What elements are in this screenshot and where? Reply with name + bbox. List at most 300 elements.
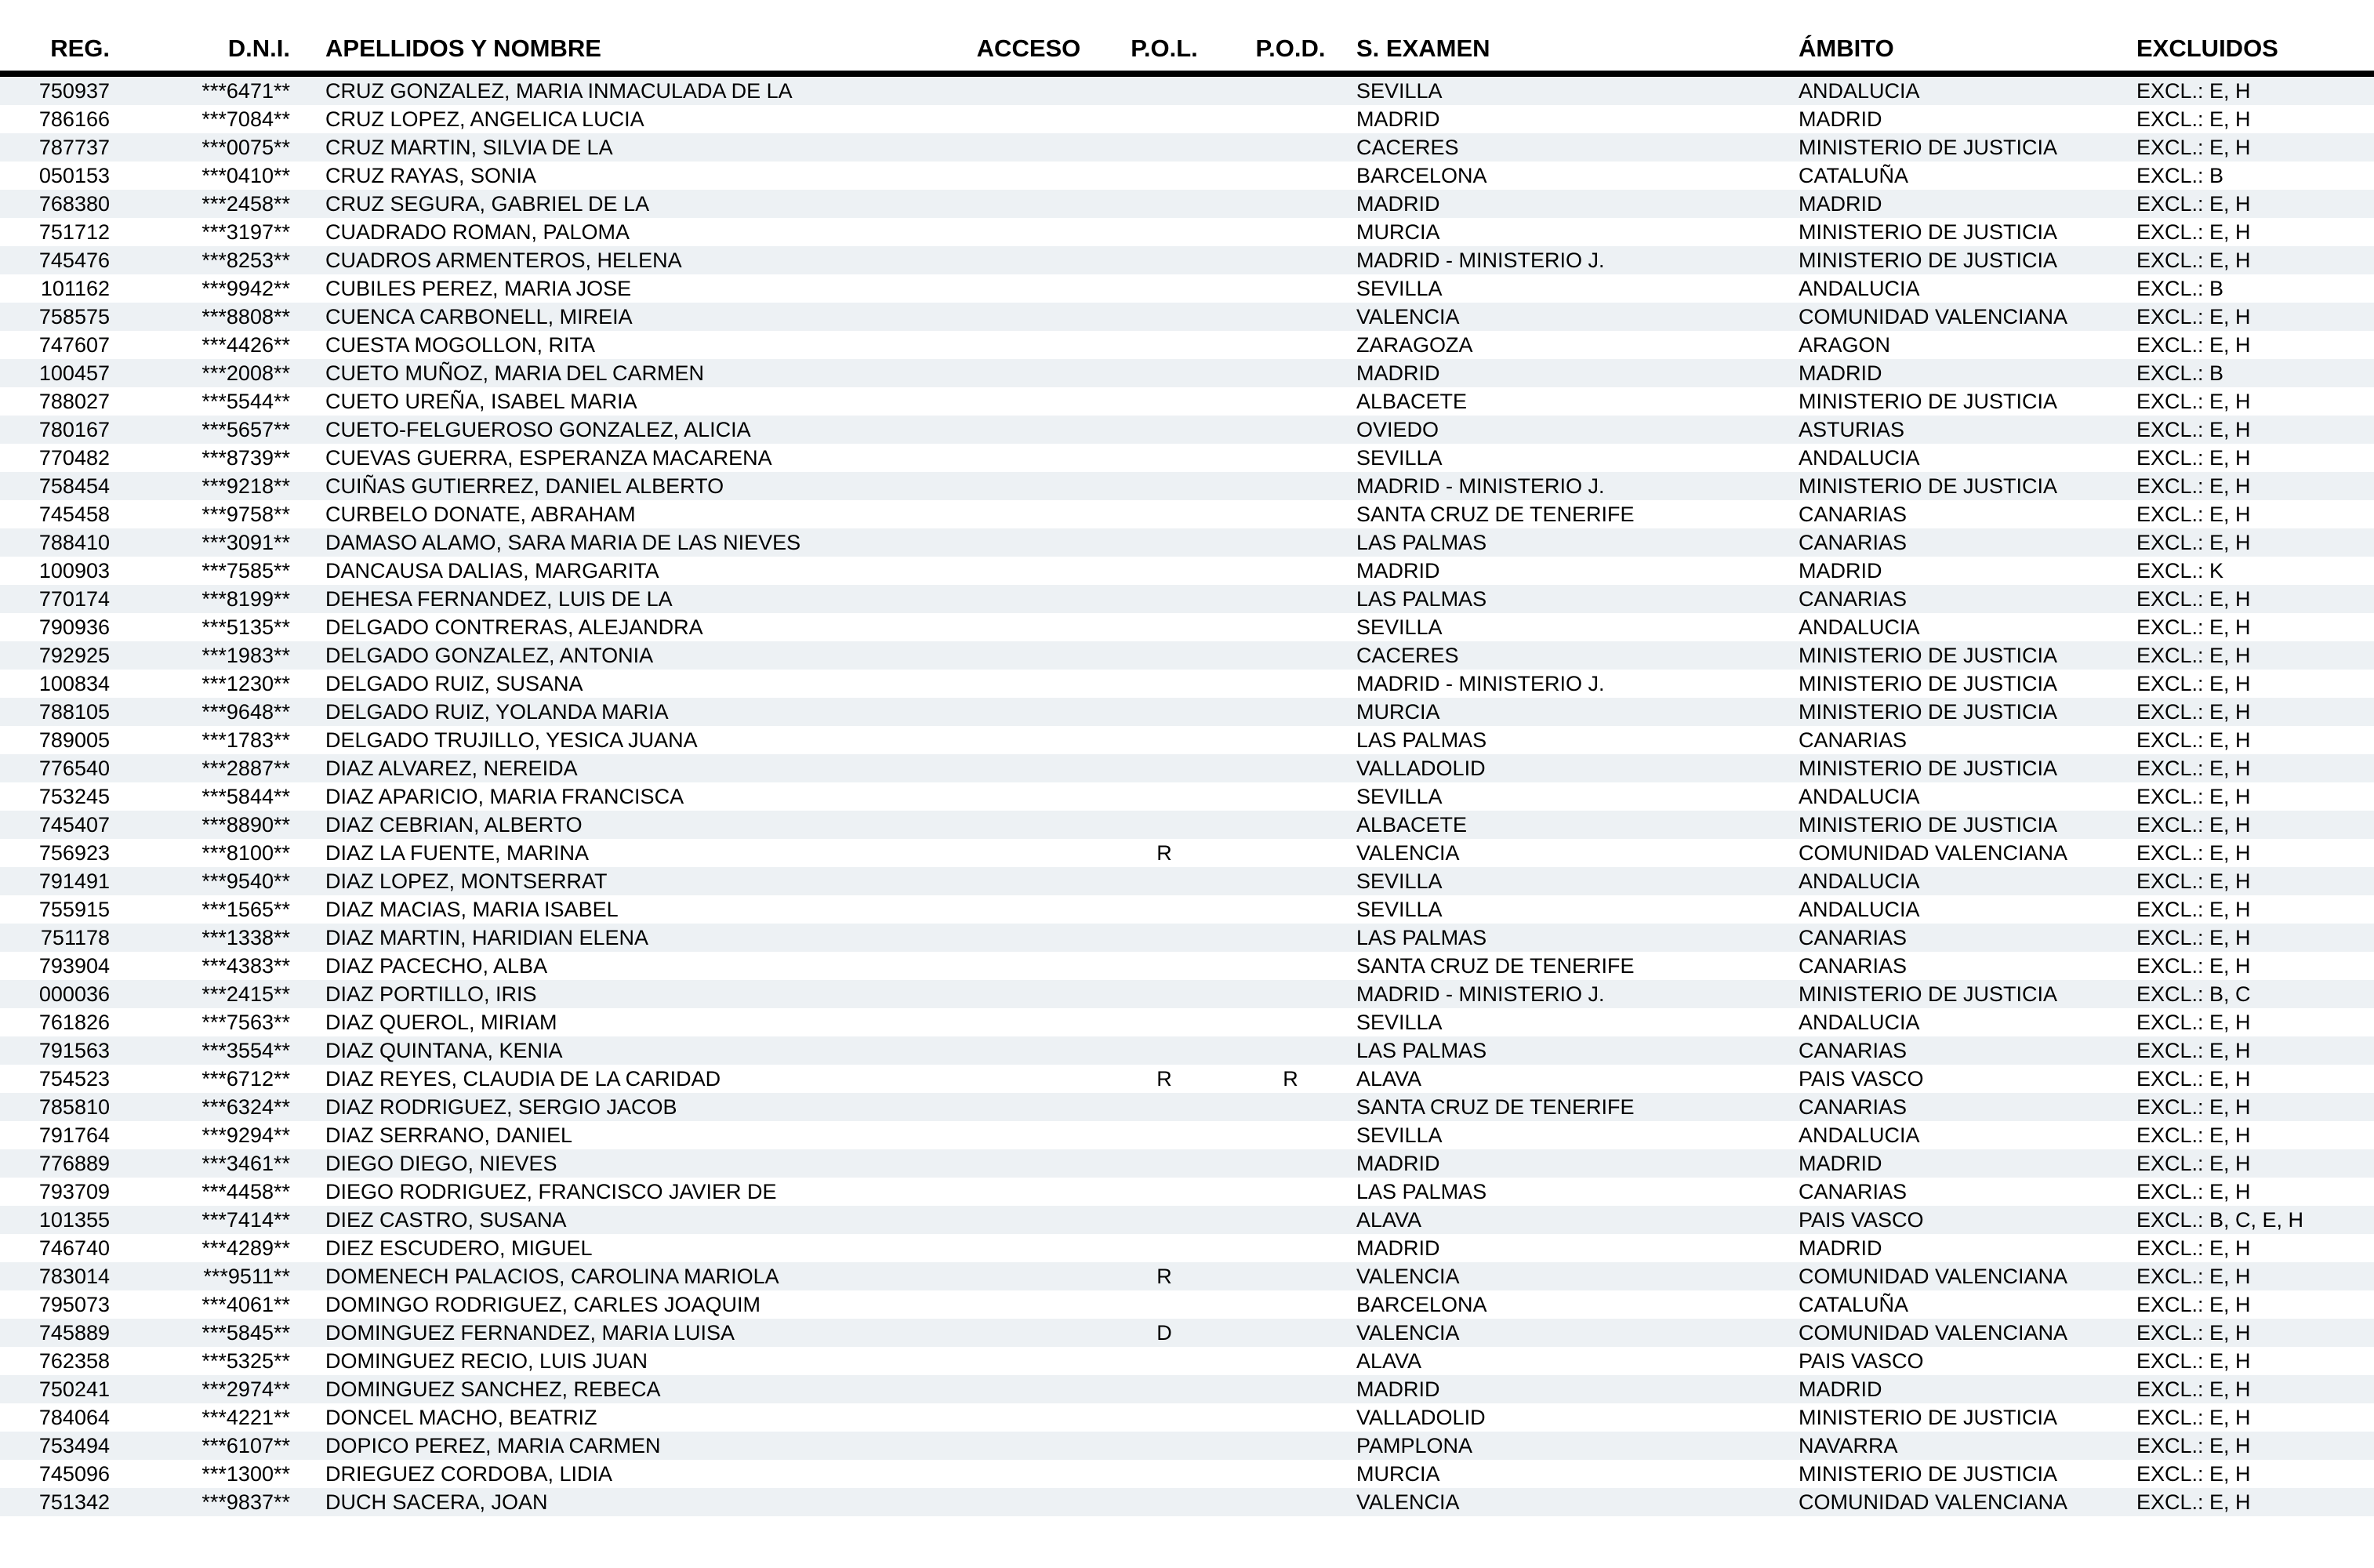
cell-acceso [964,74,1093,105]
cell-acceso [964,528,1093,557]
cell-ambito: CANARIAS [1799,926,1908,949]
cell-pod [1236,246,1345,274]
cell-excluidos: EXCL.: E, H [2136,1462,2251,1486]
cell-pod [1236,387,1345,416]
cell-reg: 762358 [38,1349,110,1373]
table-row [0,613,2374,641]
cell-name: DOMENECH PALACIOS, CAROLINA MARIOLA [325,1265,779,1288]
cell-reg: 050153 [38,164,110,187]
table-row [0,698,2374,726]
cell-pol [1093,472,1236,500]
column-header-name: APELLIDOS Y NOMBRE [290,0,964,74]
cell-excluidos: EXCL.: B [2136,164,2224,187]
cell-reg: 746740 [38,1236,110,1260]
cell-pol [1093,444,1236,472]
cell-pol [1093,1488,1236,1516]
cell-name: CUADROS ARMENTEROS, HELENA [325,249,682,272]
cell-reg: 761826 [38,1011,110,1034]
table-row [0,585,2374,613]
table-row [0,500,2374,528]
cell-ambito: CANARIAS [1799,531,1908,554]
cell-excluidos: EXCL.: E, H [2136,192,2251,216]
cell-pod [1236,670,1345,698]
cell-examen: BARCELONA [1356,1293,1487,1316]
cell-examen: ALAVA [1356,1067,1422,1091]
cell-examen: MADRID - MINISTERIO J. [1356,249,1605,272]
cell-acceso [964,387,1093,416]
header-row [0,0,2374,74]
cell-pol [1093,1375,1236,1403]
cell-name: CUETO UREÑA, ISABEL MARIA [325,390,637,413]
cell-pol [1093,133,1236,162]
table-row [0,895,2374,924]
cell-acceso [964,782,1093,811]
cell-pod [1236,839,1345,867]
cell-name: CRUZ GONZALEZ, MARIA INMACULADA DE LA [325,79,793,103]
cell-pol [1093,557,1236,585]
table-row [0,1008,2374,1036]
cell-pol [1093,500,1236,528]
cell-name: DIAZ MACIAS, MARIA ISABEL [325,898,619,921]
cell-dni: ***2458** [201,192,290,216]
cell-examen: LAS PALMAS [1356,1180,1487,1203]
cell-examen: VALENCIA [1356,305,1460,328]
cell-name: DAMASO ALAMO, SARA MARIA DE LAS NIEVES [325,531,801,554]
table-row [0,1488,2374,1516]
cell-dni: ***9648** [201,700,290,724]
cell-reg: 793709 [38,1180,110,1203]
cell-name: DIAZ PORTILLO, IRIS [325,982,537,1006]
cell-ambito: MADRID [1799,1377,1882,1401]
cell-excluidos: EXCL.: E, H [2136,1067,2251,1091]
column-header-dni: D.N.I. [110,0,290,74]
table-row [0,416,2374,444]
cell-reg: 751342 [38,1490,110,1514]
cell-name: DIAZ QUEROL, MIRIAM [325,1011,557,1034]
cell-excluidos: EXCL.: E, H [2136,1434,2251,1457]
cell-reg: 758575 [38,305,110,328]
cell-dni: ***3554** [201,1039,290,1062]
cell-pod [1236,1149,1345,1178]
cell-excluidos: EXCL.: E, H [2136,587,2251,611]
cell-examen: VALENCIA [1356,1265,1460,1288]
cell-ambito: PAIS VASCO [1799,1067,1924,1091]
cell-pod [1236,811,1345,839]
cell-excluidos: EXCL.: B, C [2136,982,2251,1006]
cell-name: CUADRADO ROMAN, PALOMA [325,220,630,244]
table-row [0,387,2374,416]
cell-pod [1236,585,1345,613]
cell-examen: OVIEDO [1356,418,1439,441]
cell-ambito: ANDALUCIA [1799,79,1920,103]
cell-dni: ***0410** [201,164,290,187]
cell-pol [1093,670,1236,698]
table-row [0,1206,2374,1234]
cell-name: CRUZ RAYAS, SONIA [325,164,537,187]
cell-acceso [964,613,1093,641]
table-row [0,105,2374,133]
cell-name: DIAZ REYES, CLAUDIA DE LA CARIDAD [325,1067,721,1091]
cell-pol [1093,218,1236,246]
cell-dni: ***5845** [201,1321,290,1345]
cell-ambito: MINISTERIO DE JUSTICIA [1799,672,2058,695]
cell-ambito: ANDALUCIA [1799,446,1920,470]
cell-ambito: MINISTERIO DE JUSTICIA [1799,813,2058,837]
cell-acceso [964,1460,1093,1488]
table-row [0,190,2374,218]
table-row [0,782,2374,811]
cell-reg: 756923 [38,841,110,865]
cell-excluidos: EXCL.: E, H [2136,1377,2251,1401]
cell-dni: ***4289** [201,1236,290,1260]
cell-pod [1236,1036,1345,1065]
cell-dni: ***8808** [201,305,290,328]
cell-ambito: MINISTERIO DE JUSTICIA [1799,1462,2058,1486]
cell-dni: ***6107** [201,1434,290,1457]
cell-examen: LAS PALMAS [1356,728,1487,752]
cell-pol [1093,387,1236,416]
cell-pod [1236,500,1345,528]
cell-pol [1093,1121,1236,1149]
table-row [0,1065,2374,1093]
cell-acceso [964,980,1093,1008]
cell-acceso [964,500,1093,528]
cell-name: DIAZ LA FUENTE, MARINA [325,841,590,865]
cell-pod [1236,613,1345,641]
cell-excluidos: EXCL.: B, C, E, H [2136,1208,2304,1232]
cell-excluidos: EXCL.: E, H [2136,1406,2251,1429]
cell-reg: 791764 [38,1123,110,1147]
cell-ambito: MADRID [1799,1236,1882,1260]
cell-pol [1093,1008,1236,1036]
cell-pol [1093,895,1236,924]
cell-pol [1093,1432,1236,1460]
cell-dni: ***4061** [201,1293,290,1316]
cell-examen: CACERES [1356,644,1459,667]
cell-name: DRIEGUEZ CORDOBA, LIDIA [325,1462,613,1486]
table-row [0,1234,2374,1262]
cell-reg: 788410 [38,531,110,554]
cell-pod [1236,1262,1345,1290]
cell-ambito: MINISTERIO DE JUSTICIA [1799,390,2058,413]
cell-pol [1093,331,1236,359]
cell-name: DIAZ PACECHO, ALBA [325,954,548,978]
table-row [0,1178,2374,1206]
cell-pod [1236,303,1345,331]
cell-pod [1236,698,1345,726]
cell-name: DIEGO RODRIGUEZ, FRANCISCO JAVIER DE [325,1180,777,1203]
table-row [0,1319,2374,1347]
cell-excluidos: EXCL.: E, H [2136,333,2251,357]
cell-excluidos: EXCL.: E, H [2136,898,2251,921]
cell-ambito: CANARIAS [1799,728,1908,752]
table-row [0,1460,2374,1488]
cell-ambito: CATALUÑA [1799,1293,1909,1316]
cell-ambito: MADRID [1799,361,1882,385]
cell-dni: ***1783** [201,728,290,752]
cell-examen: MURCIA [1356,1462,1440,1486]
cell-pod [1236,895,1345,924]
cell-examen: MADRID [1356,559,1440,583]
cell-ambito: MINISTERIO DE JUSTICIA [1799,220,2058,244]
cell-ambito: MINISTERIO DE JUSTICIA [1799,757,2058,780]
cell-pod [1236,1319,1345,1347]
cell-pol [1093,246,1236,274]
cell-examen: SEVILLA [1356,615,1443,639]
cell-name: DELGADO RUIZ, SUSANA [325,672,583,695]
cell-acceso [964,585,1093,613]
cell-reg: 754523 [38,1067,110,1091]
cell-pod [1236,105,1345,133]
cell-pol [1093,924,1236,952]
cell-acceso [964,105,1093,133]
cell-pod [1236,1234,1345,1262]
cell-reg: 788027 [38,390,110,413]
cell-reg: 770174 [38,587,110,611]
cell-acceso [964,839,1093,867]
cell-reg: 790936 [38,615,110,639]
cell-examen: ALAVA [1356,1208,1422,1232]
cell-reg: 745407 [38,813,110,837]
cell-pod: R [1283,1067,1298,1091]
cell-excluidos: EXCL.: E, H [2136,390,2251,413]
cell-reg: 783014 [38,1265,110,1288]
cell-dni: ***1565** [201,898,290,921]
cell-name: DOMINGO RODRIGUEZ, CARLES JOAQUIM [325,1293,761,1316]
table-row [0,74,2374,105]
cell-examen: SEVILLA [1356,277,1443,300]
cell-examen: ZARAGOZA [1356,333,1473,357]
cell-dni: ***2415** [201,982,290,1006]
cell-pod [1236,1460,1345,1488]
cell-reg: 786166 [38,107,110,131]
cell-ambito: ANDALUCIA [1799,1123,1920,1147]
cell-excluidos: EXCL.: E, H [2136,841,2251,865]
cell-acceso [964,557,1093,585]
cell-pod [1236,331,1345,359]
cell-excluidos: EXCL.: E, H [2136,926,2251,949]
cell-excluidos: EXCL.: E, H [2136,1123,2251,1147]
cell-excluidos: EXCL.: E, H [2136,1293,2251,1316]
cell-pod [1236,1403,1345,1432]
cell-excluidos: EXCL.: E, H [2136,531,2251,554]
cell-ambito: COMUNIDAD VALENCIANA [1799,1490,2068,1514]
cell-excluidos: EXCL.: E, H [2136,1321,2251,1345]
cell-pod [1236,416,1345,444]
cell-ambito: ARAGON [1799,333,1891,357]
cell-examen: LAS PALMAS [1356,531,1487,554]
cell-pod [1236,444,1345,472]
cell-acceso [964,1488,1093,1516]
cell-ambito: CANARIAS [1799,1095,1908,1119]
table-row [0,359,2374,387]
cell-ambito: PAIS VASCO [1799,1208,1924,1232]
column-header-reg: REG. [0,0,110,74]
cell-examen: MURCIA [1356,700,1440,724]
cell-dni: ***9218** [201,474,290,498]
cell-acceso [964,1403,1093,1432]
cell-name: CUETO MUÑOZ, MARIA DEL CARMEN [325,361,705,385]
cell-pod [1236,218,1345,246]
cell-name: CUETO-FELGUEROSO GONZALEZ, ALICIA [325,418,751,441]
cell-name: CUENCA CARBONELL, MIREIA [325,305,633,328]
cell-reg: 745458 [38,503,110,526]
cell-dni: ***3461** [201,1152,290,1175]
cell-examen: SEVILLA [1356,1123,1443,1147]
cell-pol [1093,1093,1236,1121]
cell-reg: 770482 [38,446,110,470]
cell-ambito: MADRID [1799,192,1882,216]
cell-ambito: PAIS VASCO [1799,1349,1924,1373]
cell-examen: ALAVA [1356,1349,1422,1373]
cell-examen: SEVILLA [1356,785,1443,808]
cell-ambito: ANDALUCIA [1799,615,1920,639]
cell-pod [1236,1432,1345,1460]
cell-name: CUIÑAS GUTIERREZ, DANIEL ALBERTO [325,474,724,498]
table-row [0,133,2374,162]
cell-acceso [964,274,1093,303]
column-header-examen: S. EXAMEN [1345,0,1799,74]
cell-excluidos: EXCL.: E, H [2136,107,2251,131]
cell-dni: ***5844** [201,785,290,808]
cell-excluidos: EXCL.: E, H [2136,446,2251,470]
cell-examen: SEVILLA [1356,869,1443,893]
cell-examen: LAS PALMAS [1356,1039,1487,1062]
cell-reg: 100834 [38,672,110,695]
table-row [0,1093,2374,1121]
cell-ambito: MINISTERIO DE JUSTICIA [1799,474,2058,498]
cell-examen: MADRID [1356,361,1440,385]
cell-excluidos: EXCL.: E, H [2136,813,2251,837]
cell-acceso [964,726,1093,754]
cell-name: CUBILES PEREZ, MARIA JOSE [325,277,632,300]
cell-reg: 758454 [38,474,110,498]
cell-acceso [964,133,1093,162]
cell-acceso [964,1036,1093,1065]
cell-name: DIEGO DIEGO, NIEVES [325,1152,557,1175]
cell-pod [1236,1008,1345,1036]
cell-name: DOMINGUEZ FERNANDEZ, MARIA LUISA [325,1321,735,1345]
cell-excluidos: EXCL.: E, H [2136,615,2251,639]
table-row [0,867,2374,895]
cell-dni: ***6324** [201,1095,290,1119]
cell-dni: ***9758** [201,503,290,526]
cell-examen: MADRID - MINISTERIO J. [1356,474,1605,498]
cell-name: CUESTA MOGOLLON, RITA [325,333,596,357]
cell-dni: ***8739** [201,446,290,470]
cell-pod [1236,867,1345,895]
cell-reg: 753494 [38,1434,110,1457]
cell-ambito: CATALUÑA [1799,164,1909,187]
cell-examen: ALBACETE [1356,813,1468,837]
cell-pod [1236,726,1345,754]
table-row [0,528,2374,557]
cell-acceso [964,1149,1093,1178]
cell-reg: 785810 [38,1095,110,1119]
cell-examen: SEVILLA [1356,1011,1443,1034]
cell-examen: SEVILLA [1356,446,1443,470]
cell-dni: ***7414** [201,1208,290,1232]
table-row [0,1347,2374,1375]
cell-name: CRUZ LOPEZ, ANGELICA LUCIA [325,107,644,131]
cell-examen: MADRID [1356,1377,1440,1401]
cell-acceso [964,218,1093,246]
table-row [0,641,2374,670]
cell-acceso [964,162,1093,190]
cell-dni: ***9942** [201,277,290,300]
cell-name: DIAZ SERRANO, DANIEL [325,1123,573,1147]
cell-examen: VALENCIA [1356,1321,1460,1345]
table-row [0,754,2374,782]
cell-dni: ***4221** [201,1406,290,1429]
cell-pod [1236,1347,1345,1375]
cell-name: DELGADO GONZALEZ, ANTONIA [325,644,654,667]
cell-acceso [964,1234,1093,1262]
cell-ambito: ANDALUCIA [1799,869,1920,893]
cell-dni: ***9511** [203,1265,290,1288]
cell-reg: 795073 [38,1293,110,1316]
cell-pol [1093,416,1236,444]
cell-ambito: ASTURIAS [1799,418,1905,441]
cell-pod [1236,472,1345,500]
cell-examen: SANTA CRUZ DE TENERIFE [1356,954,1635,978]
cell-acceso [964,1319,1093,1347]
cell-examen: VALLADOLID [1356,757,1486,780]
cell-pol: D [1156,1321,1172,1345]
cell-excluidos: EXCL.: E, H [2136,1011,2251,1034]
cell-name: DIAZ ALVAREZ, NEREIDA [325,757,578,780]
cell-examen: MADRID [1356,107,1440,131]
cell-dni: ***5657** [201,418,290,441]
cell-pol [1093,1149,1236,1178]
cell-acceso [964,811,1093,839]
table-row [0,726,2374,754]
cell-name: DIAZ APARICIO, MARIA FRANCISCA [325,785,684,808]
cell-name: DIEZ CASTRO, SUSANA [325,1208,567,1232]
cell-pod [1236,190,1345,218]
cell-ambito: CANARIAS [1799,587,1908,611]
cell-pod [1236,924,1345,952]
cell-dni: ***5135** [201,615,290,639]
cell-examen: PAMPLONA [1356,1434,1473,1457]
cell-examen: LAS PALMAS [1356,587,1487,611]
cell-name: DELGADO TRUJILLO, YESICA JUANA [325,728,698,752]
cell-excluidos: EXCL.: E, H [2136,1152,2251,1175]
cell-pol [1093,585,1236,613]
cell-name: DIEZ ESCUDERO, MIGUEL [325,1236,593,1260]
cell-pol: R [1156,1265,1172,1288]
table-row [0,246,2374,274]
cell-name: CUEVAS GUERRA, ESPERANZA MACARENA [325,446,772,470]
cell-ambito: MINISTERIO DE JUSTICIA [1799,700,2058,724]
cell-ambito: MADRID [1799,107,1882,131]
cell-ambito: COMUNIDAD VALENCIANA [1799,1321,2068,1345]
cell-name: DONCEL MACHO, BEATRIZ [325,1406,597,1429]
cell-name: DOMINGUEZ RECIO, LUIS JUAN [325,1349,648,1373]
cell-pol [1093,698,1236,726]
table-row [0,1149,2374,1178]
cell-acceso [964,1093,1093,1121]
column-header-ambito: ÁMBITO [1799,0,2136,74]
cell-examen: SEVILLA [1356,898,1443,921]
cell-excluidos: EXCL.: E, H [2136,1180,2251,1203]
cell-reg: 791491 [38,869,110,893]
cell-ambito: CANARIAS [1799,954,1908,978]
cell-pol [1093,1290,1236,1319]
cell-acceso [964,1206,1093,1234]
cell-name: DUCH SACERA, JOAN [325,1490,548,1514]
cell-dni: ***1983** [201,644,290,667]
